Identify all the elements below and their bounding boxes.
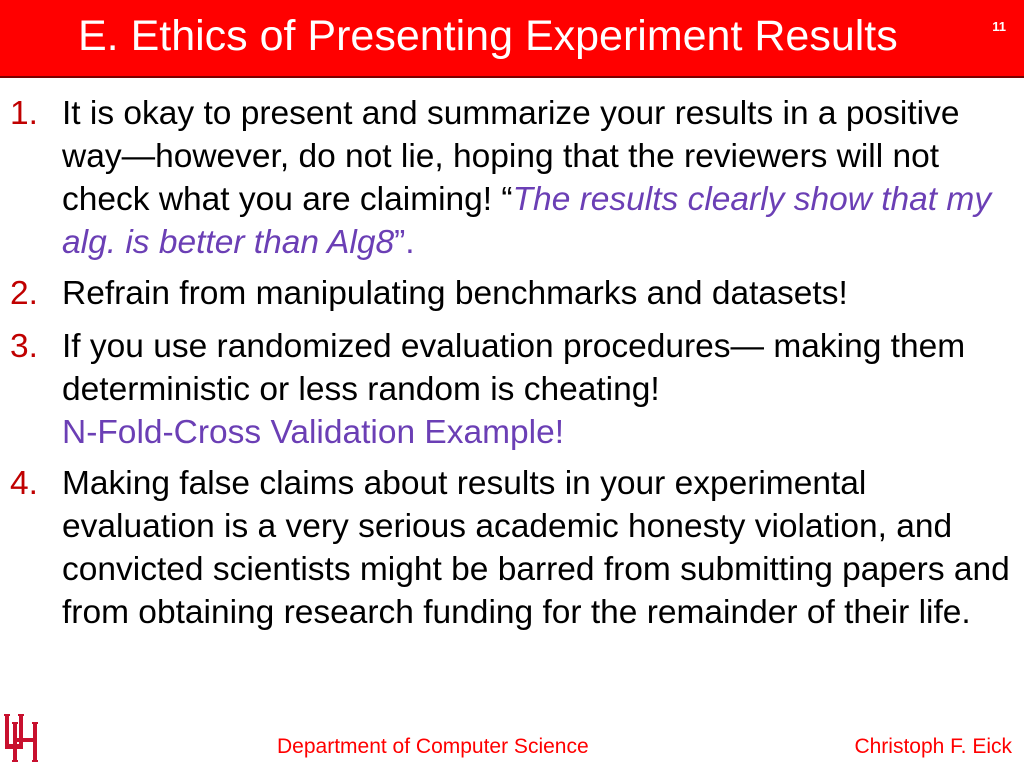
item-number: 3. xyxy=(10,328,38,365)
item-text: Making false claims about results in your experimental evaluation is a very serious academic honesty violation, and convicted scientists might be barred from submitting papers and from obtaining research funding for the remainder of their life. xyxy=(62,465,1010,631)
item-quote: The results clearly show that my alg. is better than Alg8 xyxy=(62,181,992,261)
item-note: N-Fold-Cross Validation Example! xyxy=(62,414,565,451)
list-item xyxy=(0,272,1024,315)
item-number: 1. xyxy=(10,95,38,132)
slide-title: E. Ethics of Presenting Experiment Results xyxy=(78,12,898,60)
list-item xyxy=(0,325,1024,454)
footer-author: Christoph F. Eick xyxy=(854,735,1012,758)
uh-logo-icon xyxy=(2,708,44,766)
slide-content xyxy=(0,92,1024,634)
footer-department: Department of Computer Science xyxy=(277,735,589,758)
list-item xyxy=(0,92,1024,264)
item-text: Refrain from manipulating benchmarks and datasets! xyxy=(62,275,848,312)
item-quote-end: ”. xyxy=(394,224,415,261)
item-text: If you use randomized evaluation procedures— making them deterministic or less random is cheating! xyxy=(62,328,966,408)
slide-number: 11 xyxy=(992,19,1006,34)
title-bar xyxy=(0,0,1024,78)
list-item xyxy=(0,462,1024,634)
item-text: It is okay to present and summarize your results in a positive way—however, do not lie, hoping that the reviewers will not check what you are claiming! “ xyxy=(62,95,960,218)
item-number: 4. xyxy=(10,465,38,502)
item-number: 2. xyxy=(10,275,38,312)
